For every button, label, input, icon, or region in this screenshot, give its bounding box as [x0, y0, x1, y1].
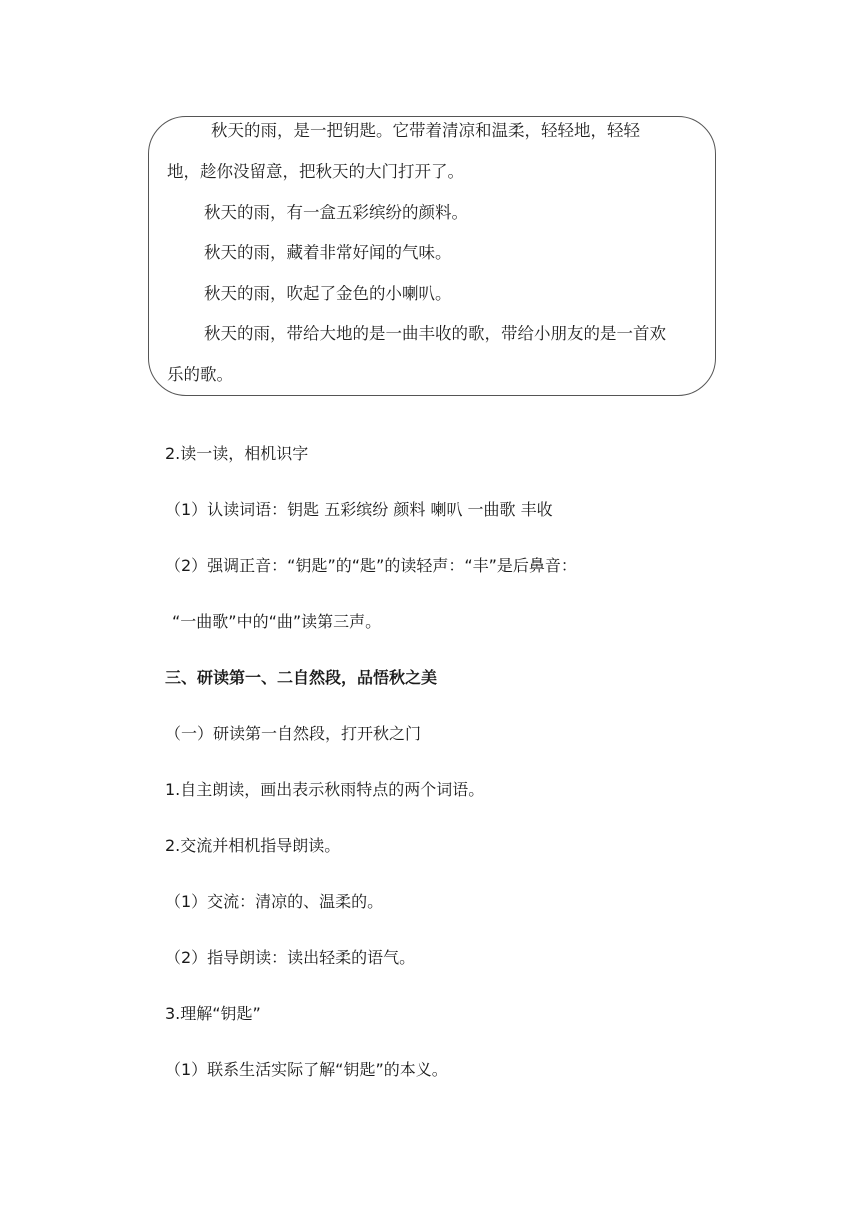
passage-line-5: 秋天的雨，吹起了金色的小喇叭。	[204, 284, 452, 303]
pronunciation-line-cont: “一曲歌”中的“曲”读第三声。	[172, 612, 382, 631]
passage-box	[148, 116, 716, 396]
section-3-heading: 三、研读第一、二自然段，品悟秋之美	[165, 668, 438, 687]
passage-line-6: 秋天的雨，带给大地的是一曲丰收的歌，带给小朋友的是一首欢	[204, 324, 666, 343]
passage-line-4: 秋天的雨，藏着非常好闻的气味。	[204, 243, 452, 262]
task-1-line: 1.自主朗读，画出表示秋雨特点的两个词语。	[165, 780, 485, 799]
passage-line-1: 秋天的雨，是一把钥匙。它带着清凉和温柔，轻轻地，轻轻	[211, 121, 640, 140]
passage-line-3: 秋天的雨，有一盒五彩缤纷的颜料。	[204, 203, 468, 222]
passage-line-2: 地，趁你没留意，把秋天的大门打开了。	[167, 162, 464, 181]
vocabulary-line: （1）认读词语：钥匙 五彩缤纷 颜料 喇叭 一曲歌 丰收	[165, 500, 553, 519]
key-meaning-line: （1）联系生活实际了解“钥匙”的本义。	[165, 1060, 448, 1079]
subsection-1-heading: （一）研读第一自然段，打开秋之门	[165, 724, 422, 743]
exchange-line: （1）交流：清凉的、温柔的。	[165, 892, 384, 911]
task-2-line: 2.交流并相机指导朗读。	[165, 836, 341, 855]
pronunciation-line: （2）强调正音：“钥匙”的“匙”的读轻声：“丰”是后鼻音：	[165, 556, 577, 575]
step-2-heading: 2.读一读，相机识字	[165, 444, 309, 463]
task-3-line: 3.理解“钥匙”	[165, 1004, 261, 1023]
passage-line-7: 乐的歌。	[167, 365, 233, 384]
guided-reading-line: （2）指导朗读：读出轻柔的语气。	[165, 948, 416, 967]
